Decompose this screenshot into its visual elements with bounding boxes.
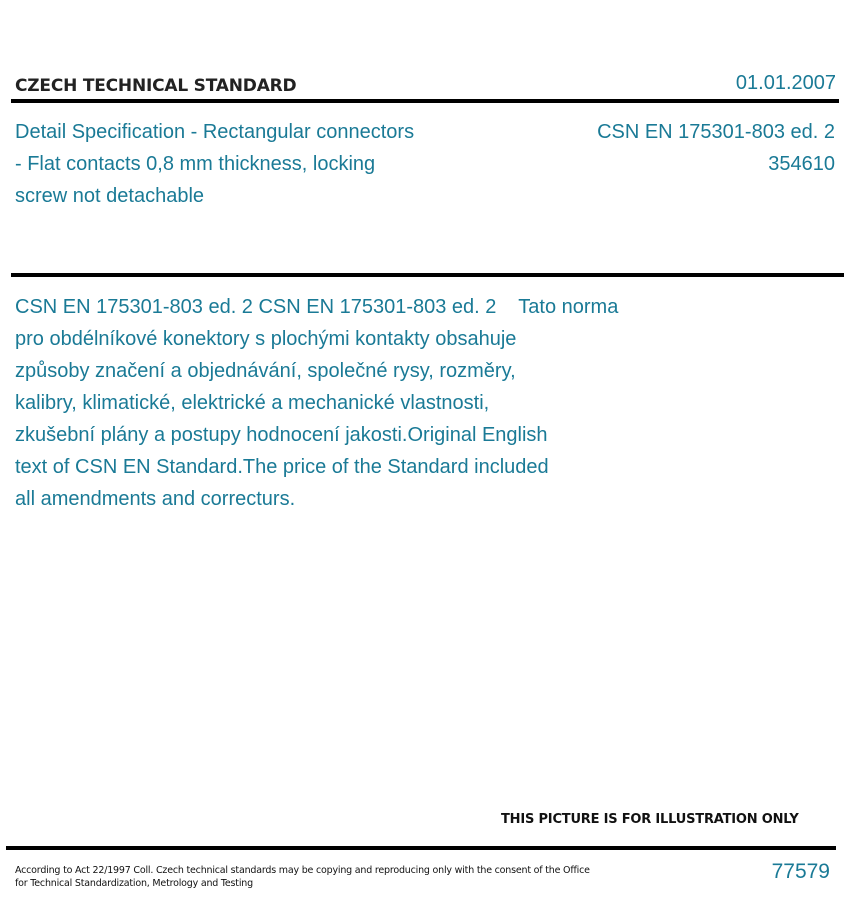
description-line: text of CSN EN Standard.The price of the Standard included (15, 456, 549, 478)
description-block (15, 291, 675, 515)
legal-line: for Technical Standardization, Metrology and Testing (15, 878, 253, 889)
footer-divider (6, 846, 836, 850)
class-number: 354610 (768, 153, 835, 175)
illustration-note: THIS PICTURE IS FOR ILLUSTRATION ONLY (501, 812, 799, 827)
description-line: kalibry, klimatické, elektrické a mechanické vlastnosti, (15, 392, 490, 414)
section-divider (11, 273, 844, 277)
spec-title-line: Detail Specification - Rectangular connectors (15, 121, 415, 143)
description-line: pro obdélníkové konektory s plochými kontakty obsahuje (15, 328, 517, 350)
description-line: zkušební plány a postupy hodnocení jakosti.Original English (15, 424, 548, 446)
header-divider (11, 99, 839, 103)
publication-date: 01.01.2007 (735, 72, 836, 94)
standard-identifier (597, 116, 835, 180)
header-title: CZECH TECHNICAL STANDARD (15, 76, 297, 96)
description-line: způsoby značení a objednávání, společné rysy, rozměry, (15, 360, 516, 382)
legal-notice (15, 864, 590, 890)
spec-title-line: screw not detachable (15, 185, 205, 207)
legal-line: According to Act 22/1997 Coll. Czech technical standards may be copying and reproducing only with the consent of the Office (15, 865, 590, 876)
document-number: 77579 (771, 860, 830, 883)
spec-title (15, 116, 475, 212)
description-line: CSN EN 175301-803 ed. 2 CSN EN 175301-803 ed. 2 Tato norma (15, 296, 619, 318)
description-line: all amendments and correcturs. (15, 488, 296, 510)
standard-code: CSN EN 175301-803 ed. 2 (597, 121, 835, 143)
spec-title-line: - Flat contacts 0,8 mm thickness, locking (15, 153, 376, 175)
